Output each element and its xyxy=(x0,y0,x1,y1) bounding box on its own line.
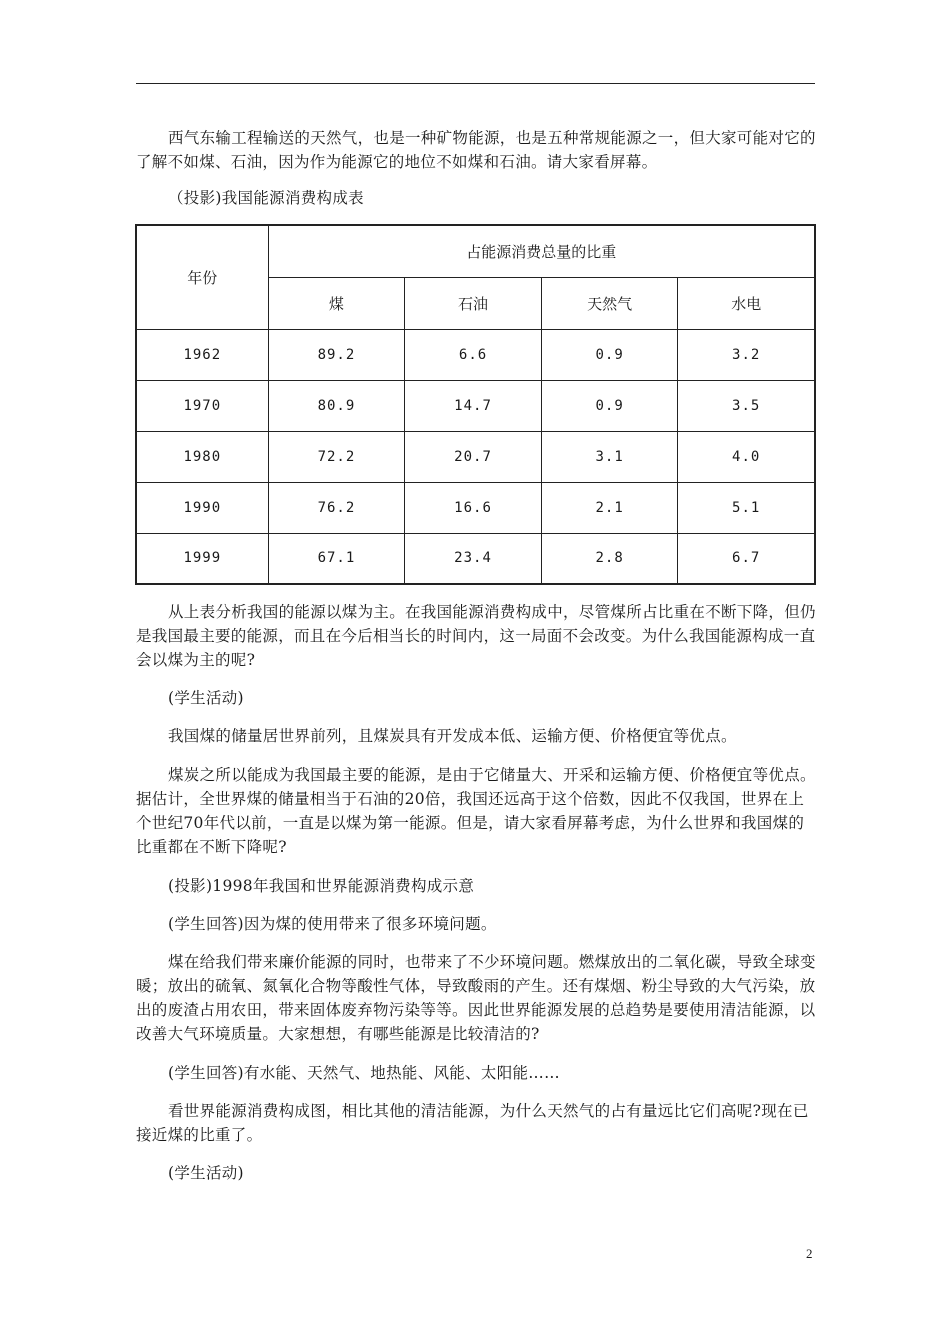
coal-cell: 76.2 xyxy=(268,482,405,533)
page-number: 2 xyxy=(806,1246,813,1261)
table-row xyxy=(136,380,815,431)
gas-cell: 0.9 xyxy=(541,380,678,431)
coal-cell: 89.2 xyxy=(268,329,405,380)
oil-cell: 6.6 xyxy=(405,329,542,380)
column-header-gas: 天然气 xyxy=(541,277,678,329)
year-cell: 1970 xyxy=(136,380,268,431)
paragraph-student-activity-1: (学生活动) xyxy=(168,689,244,707)
hydro-cell: 3.2 xyxy=(678,329,815,380)
year-cell: 1980 xyxy=(136,431,268,482)
paragraph-student-answer-1: (学生回答)因为煤的使用带来了很多环境问题。 xyxy=(168,915,497,933)
paragraph-projection-1998: (投影)1998年我国和世界能源消费构成示意 xyxy=(168,877,475,895)
year-cell: 1999 xyxy=(136,533,268,584)
gas-cell: 0.9 xyxy=(541,329,678,380)
gas-cell: 3.1 xyxy=(541,431,678,482)
hydro-cell: 3.5 xyxy=(678,380,815,431)
energy-consumption-table xyxy=(135,224,816,585)
hydro-cell: 4.0 xyxy=(678,431,815,482)
paragraph-student-answer-2: (学生回答)有水能、天然气、地热能、风能、太阳能…… xyxy=(168,1064,560,1082)
hydro-cell: 5.1 xyxy=(678,482,815,533)
hydro-cell: 6.7 xyxy=(678,533,815,584)
paragraph-student-activity-2: (学生活动) xyxy=(168,1164,244,1182)
gas-cell: 2.8 xyxy=(541,533,678,584)
table-row xyxy=(136,533,815,584)
table-row xyxy=(136,482,815,533)
column-header-coal: 煤 xyxy=(268,277,405,329)
gas-cell: 2.1 xyxy=(541,482,678,533)
proportion-group-header: 占能源消费总量的比重 xyxy=(268,225,815,277)
oil-cell: 16.6 xyxy=(405,482,542,533)
paragraph-projection-table: （投影)我国能源消费构成表 xyxy=(168,189,364,207)
year-cell: 1990 xyxy=(136,482,268,533)
paragraph-natural-gas-question: 看世界能源消费构成图，相比其他的清洁能源，为什么天然气的占有量远比它们高呢?现在已接近煤的比重了。 xyxy=(136,1102,809,1144)
year-header: 年份 xyxy=(136,225,268,329)
table-row xyxy=(136,329,815,380)
column-header-oil: 石油 xyxy=(405,277,542,329)
paragraph-coal-main-energy: 煤炭之所以能成为我国最主要的能源，是由于它储量大、开采和运输方便、价格便宜等优点。据估计，全世界煤的储量相当于石油的20倍，我国还远高于这个倍数，因此不仅我国，世界在上个世纪70年代以前，一直是以煤为第一能源。但是，请大家看屏幕考虑，为什么世界和我国煤的比重都在不断下降呢? xyxy=(136,766,816,856)
year-cell: 1962 xyxy=(136,329,268,380)
paragraph-coal-reserves: 我国煤的储量居世界前列，且煤炭具有开发成本低、运输方便、价格便宜等优点。 xyxy=(168,727,737,745)
table-row xyxy=(136,431,815,482)
paragraph-intro: 西气东输工程输送的天然气，也是一种矿物能源，也是五种常规能源之一，但大家可能对它的了解不如煤、石油，因为作为能源它的地位不如煤和石油。请大家看屏幕。 xyxy=(136,129,816,171)
paragraph-analysis: 从上表分析我国的能源以煤为主。在我国能源消费构成中，尽管煤所占比重在不断下降，但仍是我国最主要的能源，而且在今后相当长的时间内，这一局面不会改变。为什么我国能源构成一直会以煤为主的呢? xyxy=(136,603,816,669)
oil-cell: 14.7 xyxy=(405,380,542,431)
header-rule xyxy=(136,83,815,84)
coal-cell: 67.1 xyxy=(268,533,405,584)
column-header-hydro: 水电 xyxy=(678,277,815,329)
oil-cell: 23.4 xyxy=(405,533,542,584)
coal-cell: 80.9 xyxy=(268,380,405,431)
paragraph-environment: 煤在给我们带来廉价能源的同时，也带来了不少环境问题。燃煤放出的二氧化碳，导致全球变暖；放出的硫氧、氮氧化合物等酸性气体，导致酸雨的产生。还有煤烟、粉尘导致的大气污染，放出的废渣占用农田，带来固体废弃物污染等等。因此世界能源发展的总趋势是要使用清洁能源，以改善大气环境质量。大家想想，有哪些能源是比较清洁的? xyxy=(136,953,816,1043)
coal-cell: 72.2 xyxy=(268,431,405,482)
oil-cell: 20.7 xyxy=(405,431,542,482)
